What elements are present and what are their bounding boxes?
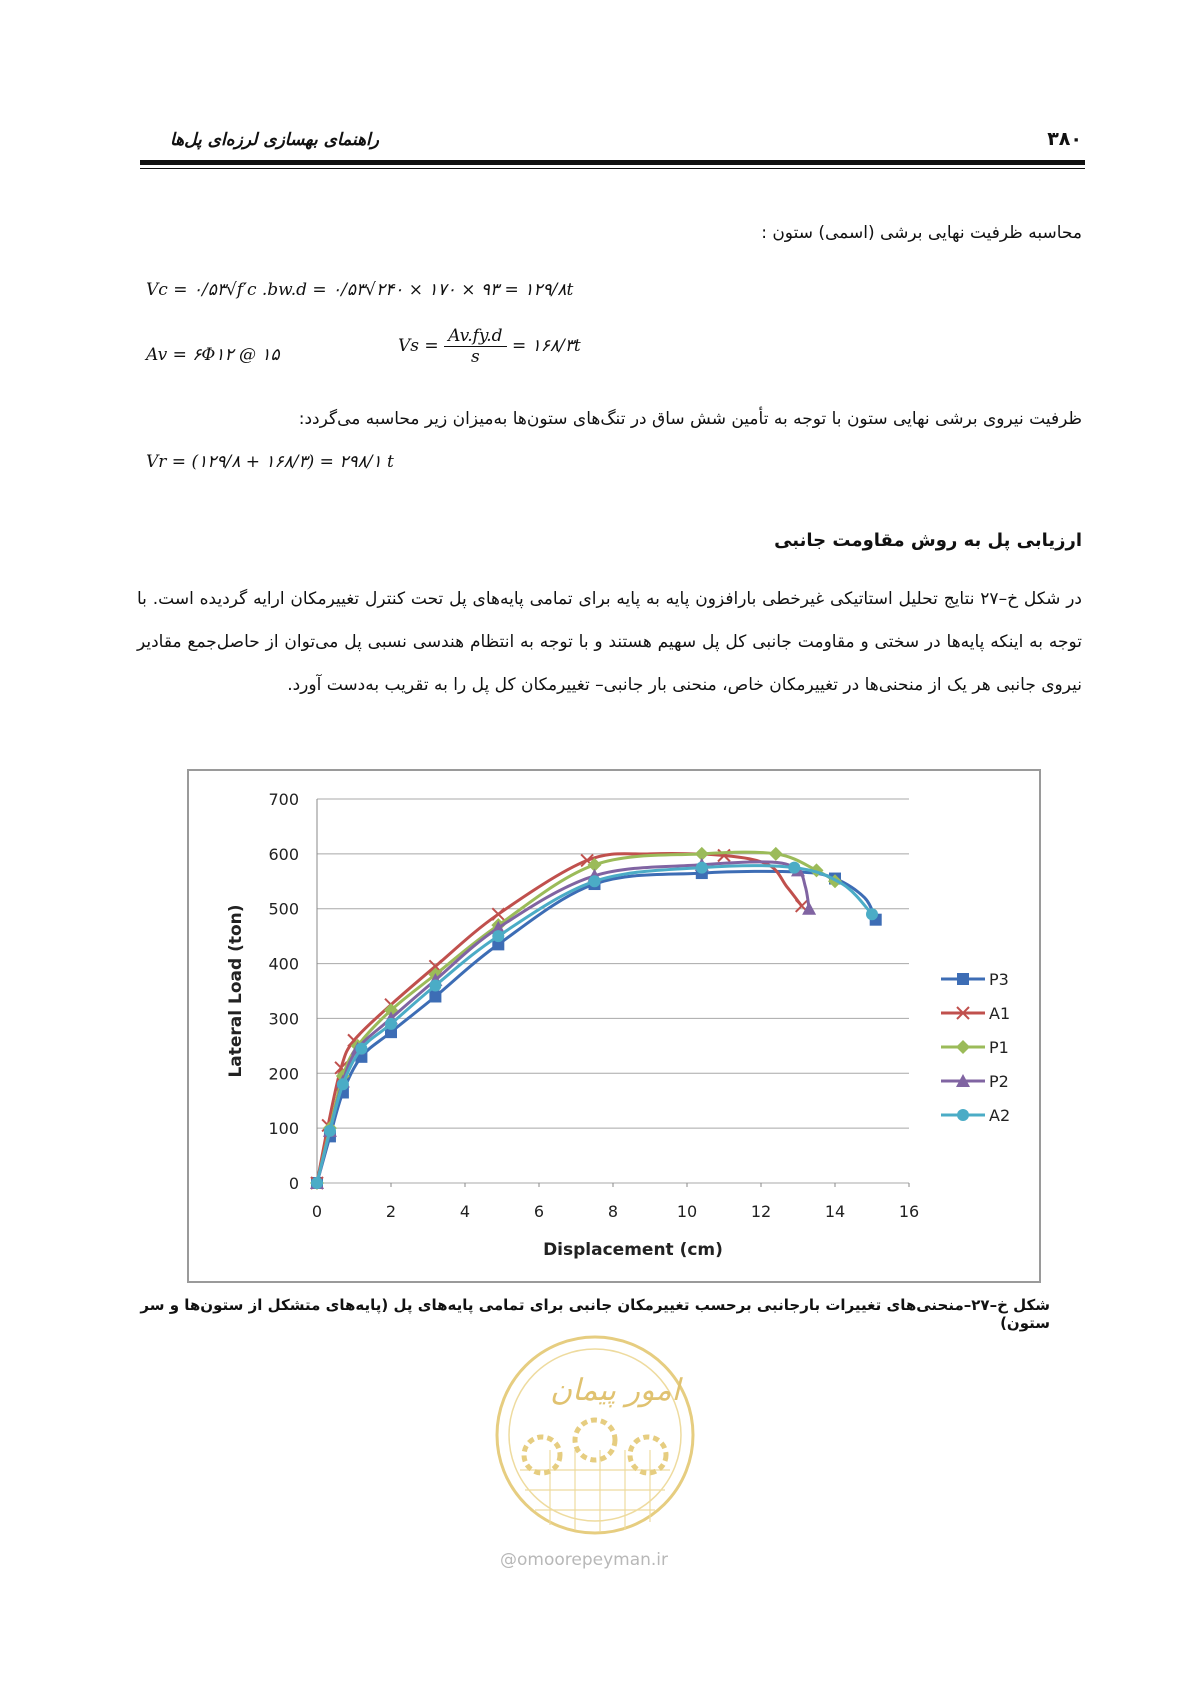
legend-label-P3: P3 [989, 970, 1009, 989]
text-line-six-legs: ظرفیت نیروی برشی نهایی ستون با توجه به تأمین شش ساق در تنگ‌های ستون‌ها به‌میزان زیر محاسبه می‌گردد: [298, 409, 1082, 429]
watermark-logo-text: امور پیمان [550, 1373, 680, 1408]
legend-marker-P1 [956, 1040, 970, 1054]
y-tick-label-700: 700 [268, 790, 299, 809]
data-point-A2-5 [429, 980, 441, 992]
page-number: ۳۸۰ [1047, 128, 1082, 150]
y-tick-label-600: 600 [268, 844, 299, 864]
data-point-A2-0 [311, 1177, 323, 1189]
data-point-A2-3 [355, 1043, 367, 1055]
x-tick-label-4: 4 [459, 1202, 471, 1221]
x-tick-label-2: 2 [385, 1202, 397, 1221]
legend-label-A1: A1 [989, 1004, 1011, 1023]
equation-vs-denominator: s [470, 347, 480, 367]
data-point-A2-4 [385, 1018, 397, 1030]
y-tick-label-200: 200 [268, 1064, 299, 1084]
y-tick-label-300: 300 [268, 1009, 299, 1029]
body-paragraph: در شکل خ–۲۷ نتایج تحلیل استاتیکی غیرخطی بارافزون پایه به پایه برای تمامی پایه‌های پل تحت کنترل تغییرمکان ارایه گردیده است. با توجه به اینکه پایه‌ها در سختی و مقاومت جانبی کل پل سهیم هستند و با توجه به انتظام هندسی نسبی پل می‌توان از حاصل‌جمع مقادیر نیروی جانبی هر یک از منحنی‌ها در تغییرمکان خاص، منحنی بار جانبی– تغییرمکان کل پل را به تقریب به‌دست آورد. [137, 589, 1082, 695]
data-point-A2-9 [788, 862, 800, 874]
x-tick-label-10: 10 [676, 1202, 698, 1221]
x-tick-label-16: 16 [898, 1202, 920, 1221]
chart-frame [187, 769, 1041, 1283]
watermark-url: @omoorepeyman.ir [500, 1550, 669, 1570]
data-point-A2-8 [696, 862, 708, 874]
x-axis-title: Displacement (cm) [543, 1240, 723, 1260]
x-tick-label-14: 14 [824, 1202, 846, 1221]
x-tick-label-12: 12 [750, 1202, 772, 1221]
data-point-A2-11 [866, 908, 878, 920]
y-axis-title: Lateral Load (ton) [226, 904, 246, 1078]
series-line-P1 [317, 852, 835, 1183]
legend-label-P2: P2 [989, 1072, 1009, 1091]
x-tick-label-0: 0 [311, 1202, 323, 1221]
legend-marker-A2 [957, 1109, 969, 1121]
equation-av: Av = ۶Φ۱۲ @ ۱۵ [146, 345, 280, 365]
y-tick-label-0: 0 [288, 1174, 299, 1193]
y-tick-label-100: 100 [268, 1119, 299, 1139]
data-point-A2-6 [492, 930, 504, 942]
lateral-load-displacement-chart [189, 771, 1039, 1281]
y-tick-label-400: 400 [268, 954, 299, 974]
x-tick-label-6: 6 [533, 1202, 545, 1221]
equation-vs-fraction [444, 326, 507, 367]
series-line-P3 [317, 871, 876, 1183]
running-title: راهنمای بهسازی لرزه‌ای پل‌ها [170, 130, 379, 150]
legend-marker-P3 [957, 973, 969, 985]
figure-caption: شکل خ–۲۷–منحنی‌های تغییرات بارجانبی برحسب تغییرمکان جانبی برای تمامی پایه‌های پل (پایه‌های متشکل از ستون‌ها و سر ستون) [140, 1296, 1050, 1332]
legend-label-A2: A2 [989, 1106, 1011, 1125]
data-point-P3-5 [429, 990, 441, 1002]
header-rule-thin [140, 168, 1085, 169]
data-point-A2-7 [589, 875, 601, 887]
watermark-logo [480, 1330, 710, 1540]
equation-vr: Vr = (۱۲۹/۸ + ۱۶۸/۳) = ۲۹۸/۱ t [146, 452, 394, 472]
data-point-P1-9 [769, 847, 783, 861]
x-tick-label-8: 8 [607, 1202, 619, 1221]
legend-label-P1: P1 [989, 1038, 1009, 1057]
equation-vs-numerator: Av.fy.d [444, 326, 507, 347]
equation-vc: Vc = ۰/۵۳√f′c .bw.d = ۰/۵۳√۲۴۰ × ۱۷۰ × ۹۳ = ۱۲۹/۸t [146, 280, 574, 300]
equation-vs [398, 326, 581, 367]
section-title: ارزیابی پل به روش مقاومت جانبی [774, 530, 1082, 551]
y-tick-label-500: 500 [268, 899, 299, 919]
data-point-A2-1 [324, 1125, 336, 1137]
header-rule-thick [140, 160, 1085, 165]
text-line-shear-capacity: محاسبه ظرفیت نهایی برشی (اسمی) ستون : [761, 223, 1082, 243]
data-point-A2-2 [337, 1078, 349, 1090]
equation-vs-rhs: = ۱۶۸/۳t [511, 336, 581, 356]
equation-vs-lhs: Vs = [398, 336, 439, 356]
